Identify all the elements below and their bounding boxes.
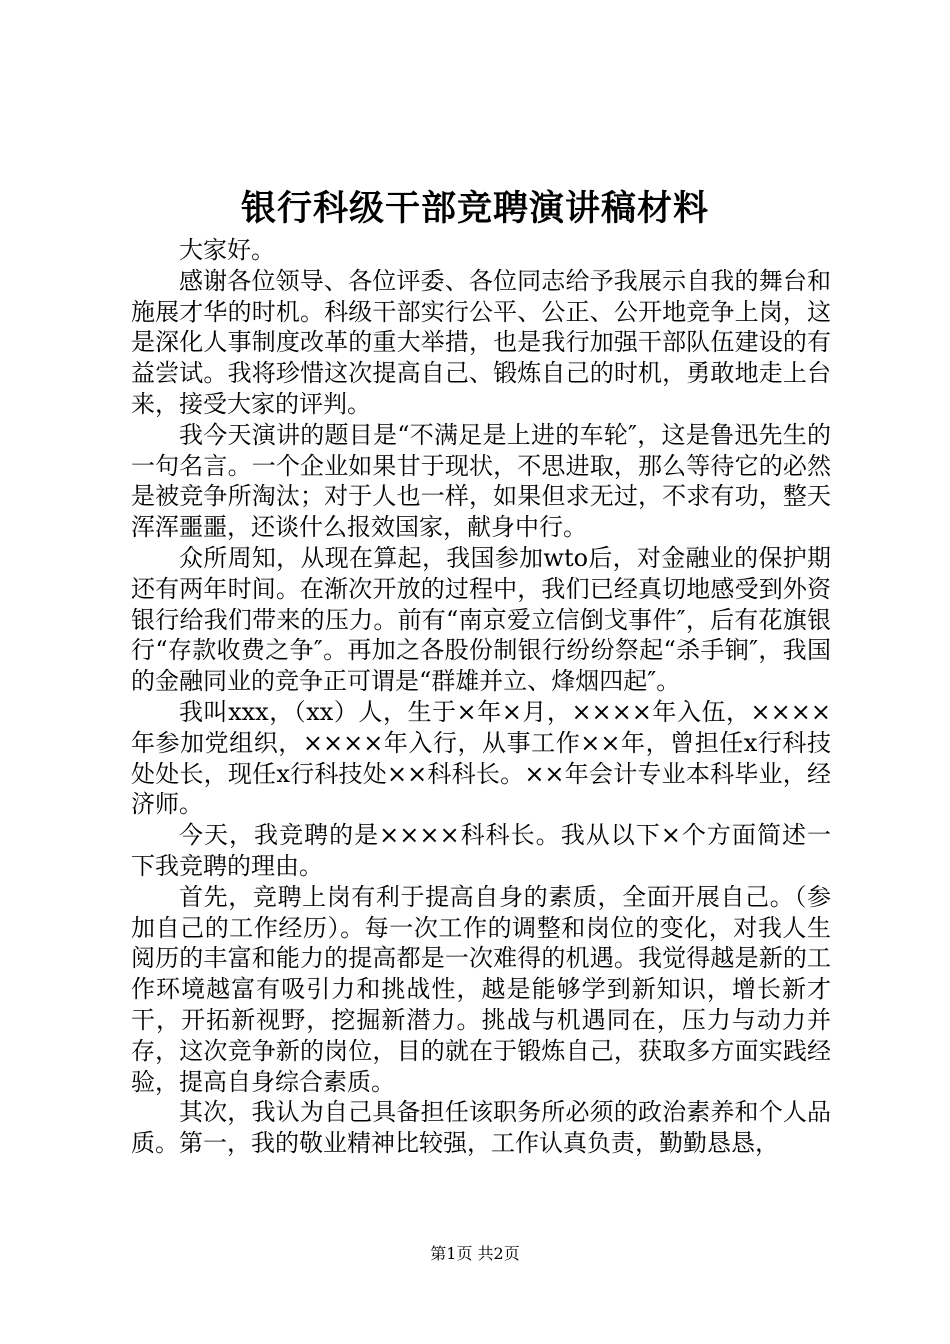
page-number-footer: 第1页 共2页 <box>430 1244 520 1263</box>
paragraph-greeting: 大家好。 <box>179 236 275 264</box>
paragraph-position: 今天，我竞聘的是××××科科长。我从以下×个方面简述一下我竞聘的理由。 <box>131 821 831 880</box>
document-body <box>131 235 831 1159</box>
paragraph-thanks: 感谢各位领导、各位评委、各位同志给予我展示自我的舞台和施展才华的时机。科级干部实行公平、公正、公开地竞争上岗，这是深化人事制度改革的重大举措，也是我行加强干部队伍建设的有益尝试。我将珍惜这次提高自己、锻炼自己的时机，勇敢地走上台来，接受大家的评判。 <box>131 266 831 418</box>
paragraph-self-intro: 我叫xxx，（xx）人，生于×年×月，××××年入伍，××××年参加党组织，××××年入行，从事工作××年，曾担任x行科技处处长，现任x行科技处××科科长。××年会计专业本科毕业，经济师。 <box>131 697 831 819</box>
paragraph-topic: 我今天演讲的题目是“不满足是上进的车轮″，这是鲁迅先生的一句名言。一个企业如果甘于现状，不思进取，那么等待它的必然是被竞争所淘汰；对于人也一样，如果但求无过，不求有功，整天浑浑噩噩，还谈什么报效国家，献身中行。 <box>131 420 831 542</box>
document-title: 银行科级干部竞聘演讲稿材料 <box>240 188 709 229</box>
paragraph-reason-second: 其次，我认为自己具备担任该职务所必须的政治素养和个人品质。第一，我的敬业精神比较强，工作认真负责，勤勤恳恳， <box>131 1098 831 1158</box>
paragraph-reason-first: 首先，竞聘上岗有利于提高自身的素质，全面开展自己。（参加自己的工作经历）。每一次工作的调整和岗位的变化，对我人生阅历的丰富和能力的提高都是一次难得的机遇。我觉得越是新的工作环境越富有吸引力和挑战性，越是能够学到新知识，增长新才干，开拓新视野，挖掘新潜力。挑战与机遇同在，压力与动力并存，这次竞争新的岗位，目的就在于锻炼自己，获取多方面实践经验，提高自身综合素质。 <box>131 882 831 1096</box>
paragraph-context: 众所周知，从现在算起，我国参加wto后，对金融业的保护期还有两年时间。在渐次开放的过程中，我们已经真切地感受到外资银行给我们带来的压力。前有“南京爱立信倒戈事件″，后有花旗银行“存款收费之争″。再加之各股份制银行纷纷祭起“杀手锏″，我国的金融同业的竞争正可谓是“群雄并立、烽烟四起″。 <box>131 543 831 696</box>
